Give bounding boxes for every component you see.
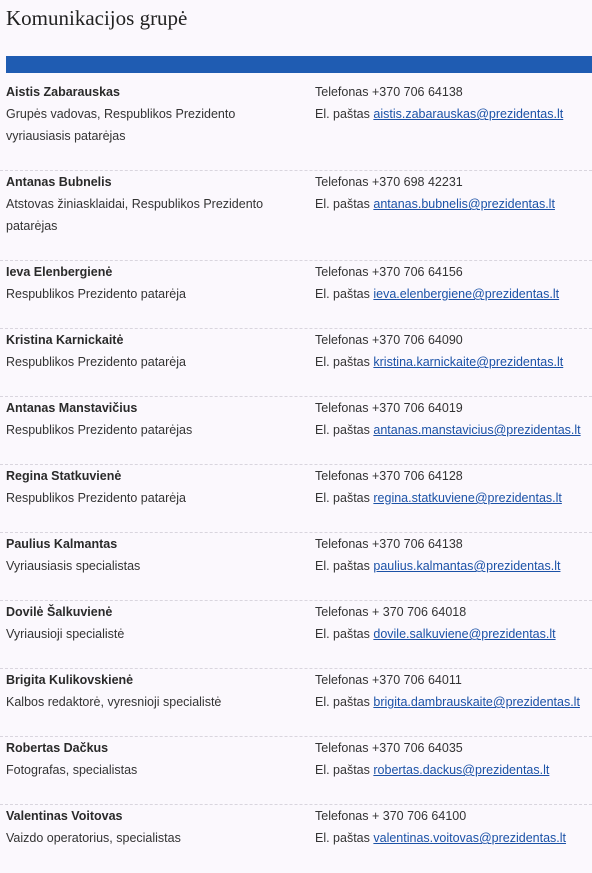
email-line (315, 283, 592, 305)
phone-line (315, 737, 592, 759)
phone-number: +370 706 64138 (372, 85, 463, 99)
phone-line (315, 81, 592, 103)
page-title: Komunikacijos grupė (6, 6, 188, 30)
email-link[interactable]: antanas.manstavicius@prezidentas.lt (373, 423, 581, 437)
person-name: Paulius Kalmantas (6, 537, 118, 551)
phone-number: +370 706 64128 (372, 469, 463, 483)
phone-label: Telefonas (315, 469, 369, 483)
phone-number: +370 706 64019 (372, 401, 463, 415)
contact-info (6, 261, 296, 305)
email-line (315, 103, 592, 125)
email-label: El. paštas (315, 559, 370, 573)
contact-details (315, 261, 592, 305)
person-title: Kalbos redaktorė, vyresnioji specialistė (6, 695, 222, 709)
contact-row (0, 805, 592, 873)
contact-details (315, 397, 592, 441)
email-link[interactable]: paulius.kalmantas@prezidentas.lt (373, 559, 561, 573)
person-title: Grupės vadovas, Respublikos Prezidento vyriausiasis patarėjas (6, 107, 236, 143)
phone-line (315, 329, 592, 351)
contact-details (315, 601, 592, 645)
person-title: Respublikos Prezidento patarėja (6, 287, 186, 301)
person-title: Respublikos Prezidento patarėja (6, 491, 186, 505)
email-label: El. paštas (315, 491, 370, 505)
phone-number: +370 706 64138 (372, 537, 463, 551)
person-name: Robertas Dačkus (6, 741, 109, 755)
phone-label: Telefonas (315, 809, 369, 823)
contact-info (6, 171, 296, 237)
phone-number: +370 706 64090 (372, 333, 463, 347)
phone-line (315, 261, 592, 283)
phone-label: Telefonas (315, 265, 369, 279)
phone-line (315, 397, 592, 419)
email-line (315, 555, 592, 577)
phone-label: Telefonas (315, 741, 369, 755)
phone-number: +370 706 64156 (372, 265, 463, 279)
email-link[interactable]: regina.statkuviene@prezidentas.lt (373, 491, 562, 505)
section-header-bar (6, 56, 592, 73)
person-name: Aistis Zabarauskas (6, 85, 120, 99)
email-line (315, 193, 592, 215)
person-name: Antanas Bubnelis (6, 175, 112, 189)
email-line (315, 759, 592, 781)
contact-row (0, 533, 592, 601)
contact-row (0, 261, 592, 329)
contact-row (0, 669, 592, 737)
phone-line (315, 171, 592, 193)
contact-info (6, 329, 296, 373)
phone-label: Telefonas (315, 175, 369, 189)
person-title: Vyriausiasis specialistas (6, 559, 141, 573)
contact-details (315, 805, 592, 849)
email-link[interactable]: robertas.dackus@prezidentas.lt (373, 763, 550, 777)
phone-number: +370 698 42231 (372, 175, 463, 189)
email-link[interactable]: aistis.zabarauskas@prezidentas.lt (373, 107, 564, 121)
email-label: El. paštas (315, 107, 370, 121)
email-link[interactable]: brigita.dambrauskaite@prezidentas.lt (373, 695, 580, 709)
phone-label: Telefonas (315, 85, 369, 99)
email-label: El. paštas (315, 423, 370, 437)
person-title: Atstovas žiniasklaidai, Respublikos Prezidento patarėjas (6, 197, 264, 233)
email-line (315, 351, 592, 373)
phone-number: +370 706 64011 (372, 673, 462, 687)
phone-number: + 370 706 64018 (372, 605, 467, 619)
email-link[interactable]: antanas.bubnelis@prezidentas.lt (373, 197, 555, 211)
contact-details (315, 171, 592, 215)
contact-info (6, 397, 296, 441)
phone-line (315, 601, 592, 623)
person-name: Antanas Manstavičius (6, 401, 138, 415)
email-link[interactable]: ieva.elenbergiene@prezidentas.lt (373, 287, 560, 301)
email-label: El. paštas (315, 287, 370, 301)
email-label: El. paštas (315, 763, 370, 777)
person-title: Vyriausioji specialistė (6, 627, 125, 641)
person-name: Brigita Kulikovskienė (6, 673, 134, 687)
contact-details (315, 533, 592, 577)
contact-details (315, 737, 592, 781)
email-label: El. paštas (315, 695, 370, 709)
person-title: Respublikos Prezidento patarėjas (6, 423, 193, 437)
contact-row (0, 601, 592, 669)
contact-info (6, 737, 296, 781)
phone-label: Telefonas (315, 605, 369, 619)
contact-row (0, 465, 592, 533)
contact-info (6, 669, 296, 713)
email-line (315, 623, 592, 645)
person-name: Valentinas Voitovas (6, 809, 123, 823)
phone-line (315, 805, 592, 827)
person-name: Kristina Karnickaitė (6, 333, 124, 347)
contact-details (315, 81, 592, 125)
contact-row (0, 737, 592, 805)
contact-list (0, 81, 592, 873)
phone-label: Telefonas (315, 333, 369, 347)
contact-details (315, 465, 592, 509)
phone-label: Telefonas (315, 673, 369, 687)
phone-line (315, 533, 592, 555)
email-link[interactable]: dovile.salkuviene@prezidentas.lt (373, 627, 556, 641)
contact-row (0, 329, 592, 397)
contact-info (6, 465, 296, 509)
person-name: Regina Statkuvienė (6, 469, 122, 483)
email-label: El. paštas (315, 197, 370, 211)
phone-label: Telefonas (315, 537, 369, 551)
contact-row (0, 81, 592, 171)
contact-details (315, 669, 592, 713)
contact-info (6, 81, 296, 147)
person-title: Fotografas, specialistas (6, 763, 138, 777)
person-title: Vaizdo operatorius, specialistas (6, 831, 181, 845)
email-link[interactable]: valentinas.voitovas@prezidentas.lt (373, 831, 567, 845)
email-line (315, 487, 592, 509)
phone-line (315, 669, 592, 691)
phone-line (315, 465, 592, 487)
email-line (315, 827, 592, 849)
contact-row (0, 171, 592, 261)
contact-info (6, 533, 296, 577)
contact-details (315, 329, 592, 373)
phone-label: Telefonas (315, 401, 369, 415)
contact-row (0, 397, 592, 465)
contact-info (6, 601, 296, 645)
email-label: El. paštas (315, 627, 370, 641)
person-name: Ieva Elenbergienė (6, 265, 113, 279)
person-name: Dovilė Šalkuvienė (6, 605, 113, 619)
person-title: Respublikos Prezidento patarėja (6, 355, 186, 369)
email-label: El. paštas (315, 831, 370, 845)
email-label: El. paštas (315, 355, 370, 369)
contact-info (6, 805, 296, 849)
email-line (315, 419, 592, 441)
phone-number: + 370 706 64100 (372, 809, 467, 823)
email-link[interactable]: kristina.karnickaite@prezidentas.lt (373, 355, 564, 369)
email-line (315, 691, 592, 713)
phone-number: +370 706 64035 (372, 741, 463, 755)
